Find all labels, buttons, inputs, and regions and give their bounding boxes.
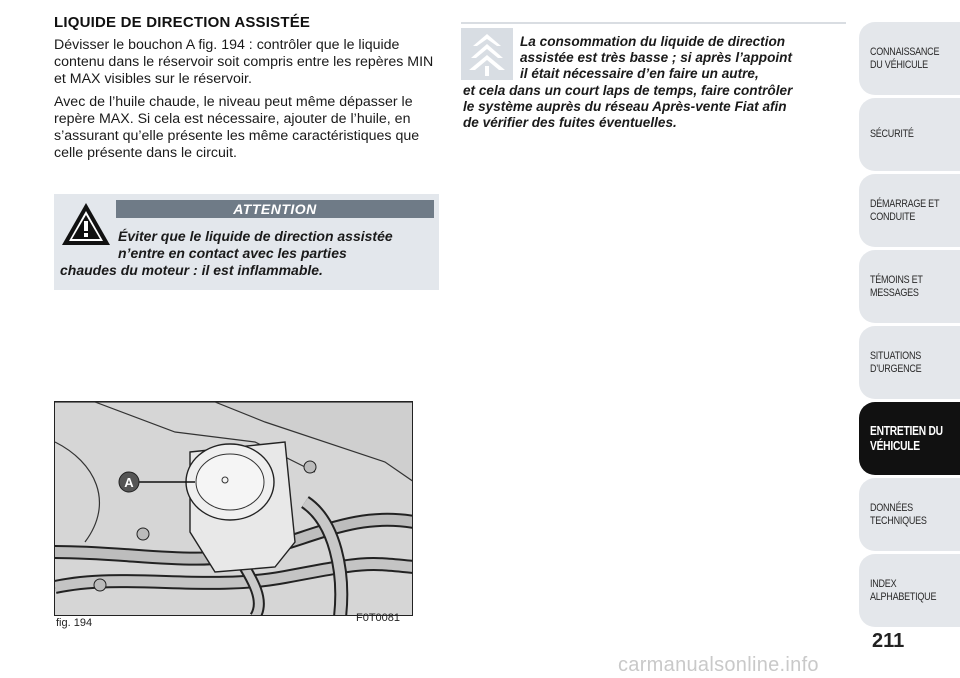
tab-label: INDEX xyxy=(870,577,897,590)
main-column xyxy=(54,14,440,168)
tab-label: TECHNIQUES xyxy=(870,514,927,527)
tab-entretien-du-vehicule[interactable] xyxy=(859,402,960,475)
environment-note xyxy=(463,34,853,131)
note-line: assistée est très basse ; si après l’appoint xyxy=(520,50,793,66)
tab-label: DU VÉHICULE xyxy=(870,58,928,71)
section-heading: LIQUIDE DE DIRECTION ASSISTÉE xyxy=(54,14,311,31)
warning-title: ATTENTION xyxy=(233,201,317,217)
tab-label: MESSAGES xyxy=(870,286,919,299)
paragraph-1: Dévisser le bouchon A fig. 194 : contrôler que le liquide contenu dans le réservoir soit compris entre les repères MIN et MAX visibles sur le réservoir. xyxy=(54,37,434,87)
tab-label: DÉMARRAGE ET xyxy=(870,197,940,210)
tab-label: TÉMOINS ET xyxy=(870,273,923,286)
tab-securite[interactable] xyxy=(859,98,960,171)
tab-temoins-et-messages[interactable] xyxy=(859,250,960,323)
tab-donnees-techniques[interactable] xyxy=(859,478,960,551)
tab-label: CONDUITE xyxy=(870,210,916,223)
note-line: de vérifier des fuites éventuelles. xyxy=(463,115,677,131)
figure-caption: fig. 194 xyxy=(56,617,93,629)
note-divider xyxy=(461,22,846,24)
warning-text xyxy=(60,228,434,279)
warning-line: n’entre en contact avec les parties xyxy=(118,245,347,261)
tab-connaissance-du-vehicule[interactable] xyxy=(859,22,960,95)
figure-code: F0T0081 xyxy=(356,612,401,624)
note-line: et cela dans un court laps de temps, faire contrôler xyxy=(463,82,793,98)
note-line: La consommation du liquide de direction xyxy=(520,34,786,49)
tab-label: CONNAISSANCE xyxy=(870,45,940,58)
watermark: carmanualsonline.info xyxy=(618,654,819,676)
note-line: le système auprès du réseau Après-vente Fiat afin xyxy=(463,98,787,114)
note-line: il était nécessaire d’en faire un autre, xyxy=(520,66,759,82)
tab-label: SÉCURITÉ xyxy=(870,128,914,140)
tab-label: D’URGENCE xyxy=(870,362,922,375)
tab-demarrage-et-conduite[interactable] xyxy=(859,174,960,247)
warning-title-bar xyxy=(116,200,434,218)
warning-line: chaudes du moteur : il est inflammable. xyxy=(60,262,323,278)
engine-bay-illustration xyxy=(54,401,413,616)
callout-label: A xyxy=(124,475,134,490)
warning-box xyxy=(54,194,439,290)
tab-label: ENTRETIEN DU xyxy=(870,423,943,438)
page-number: 211 xyxy=(872,630,905,652)
tab-label: ALPHABETIQUE xyxy=(870,590,937,603)
tab-label: DONNÉES xyxy=(870,501,913,514)
paragraph-2: Avec de l’huile chaude, le niveau peut même dépasser le repère MAX. Si cela est nécessaire, ajouter de l’huile, en s’assurant qu’elle présente les même caractéristiques que celle présente dans le circuit. xyxy=(54,94,420,161)
chapter-tabs xyxy=(859,22,960,630)
tab-label: VÉHICULE xyxy=(870,438,920,453)
tab-index-alphabetique[interactable] xyxy=(859,554,960,627)
tab-label: SITUATIONS xyxy=(870,349,922,362)
warning-line: Éviter que le liquide de direction assistée xyxy=(118,228,393,244)
tab-situations-d-urgence[interactable] xyxy=(859,326,960,399)
